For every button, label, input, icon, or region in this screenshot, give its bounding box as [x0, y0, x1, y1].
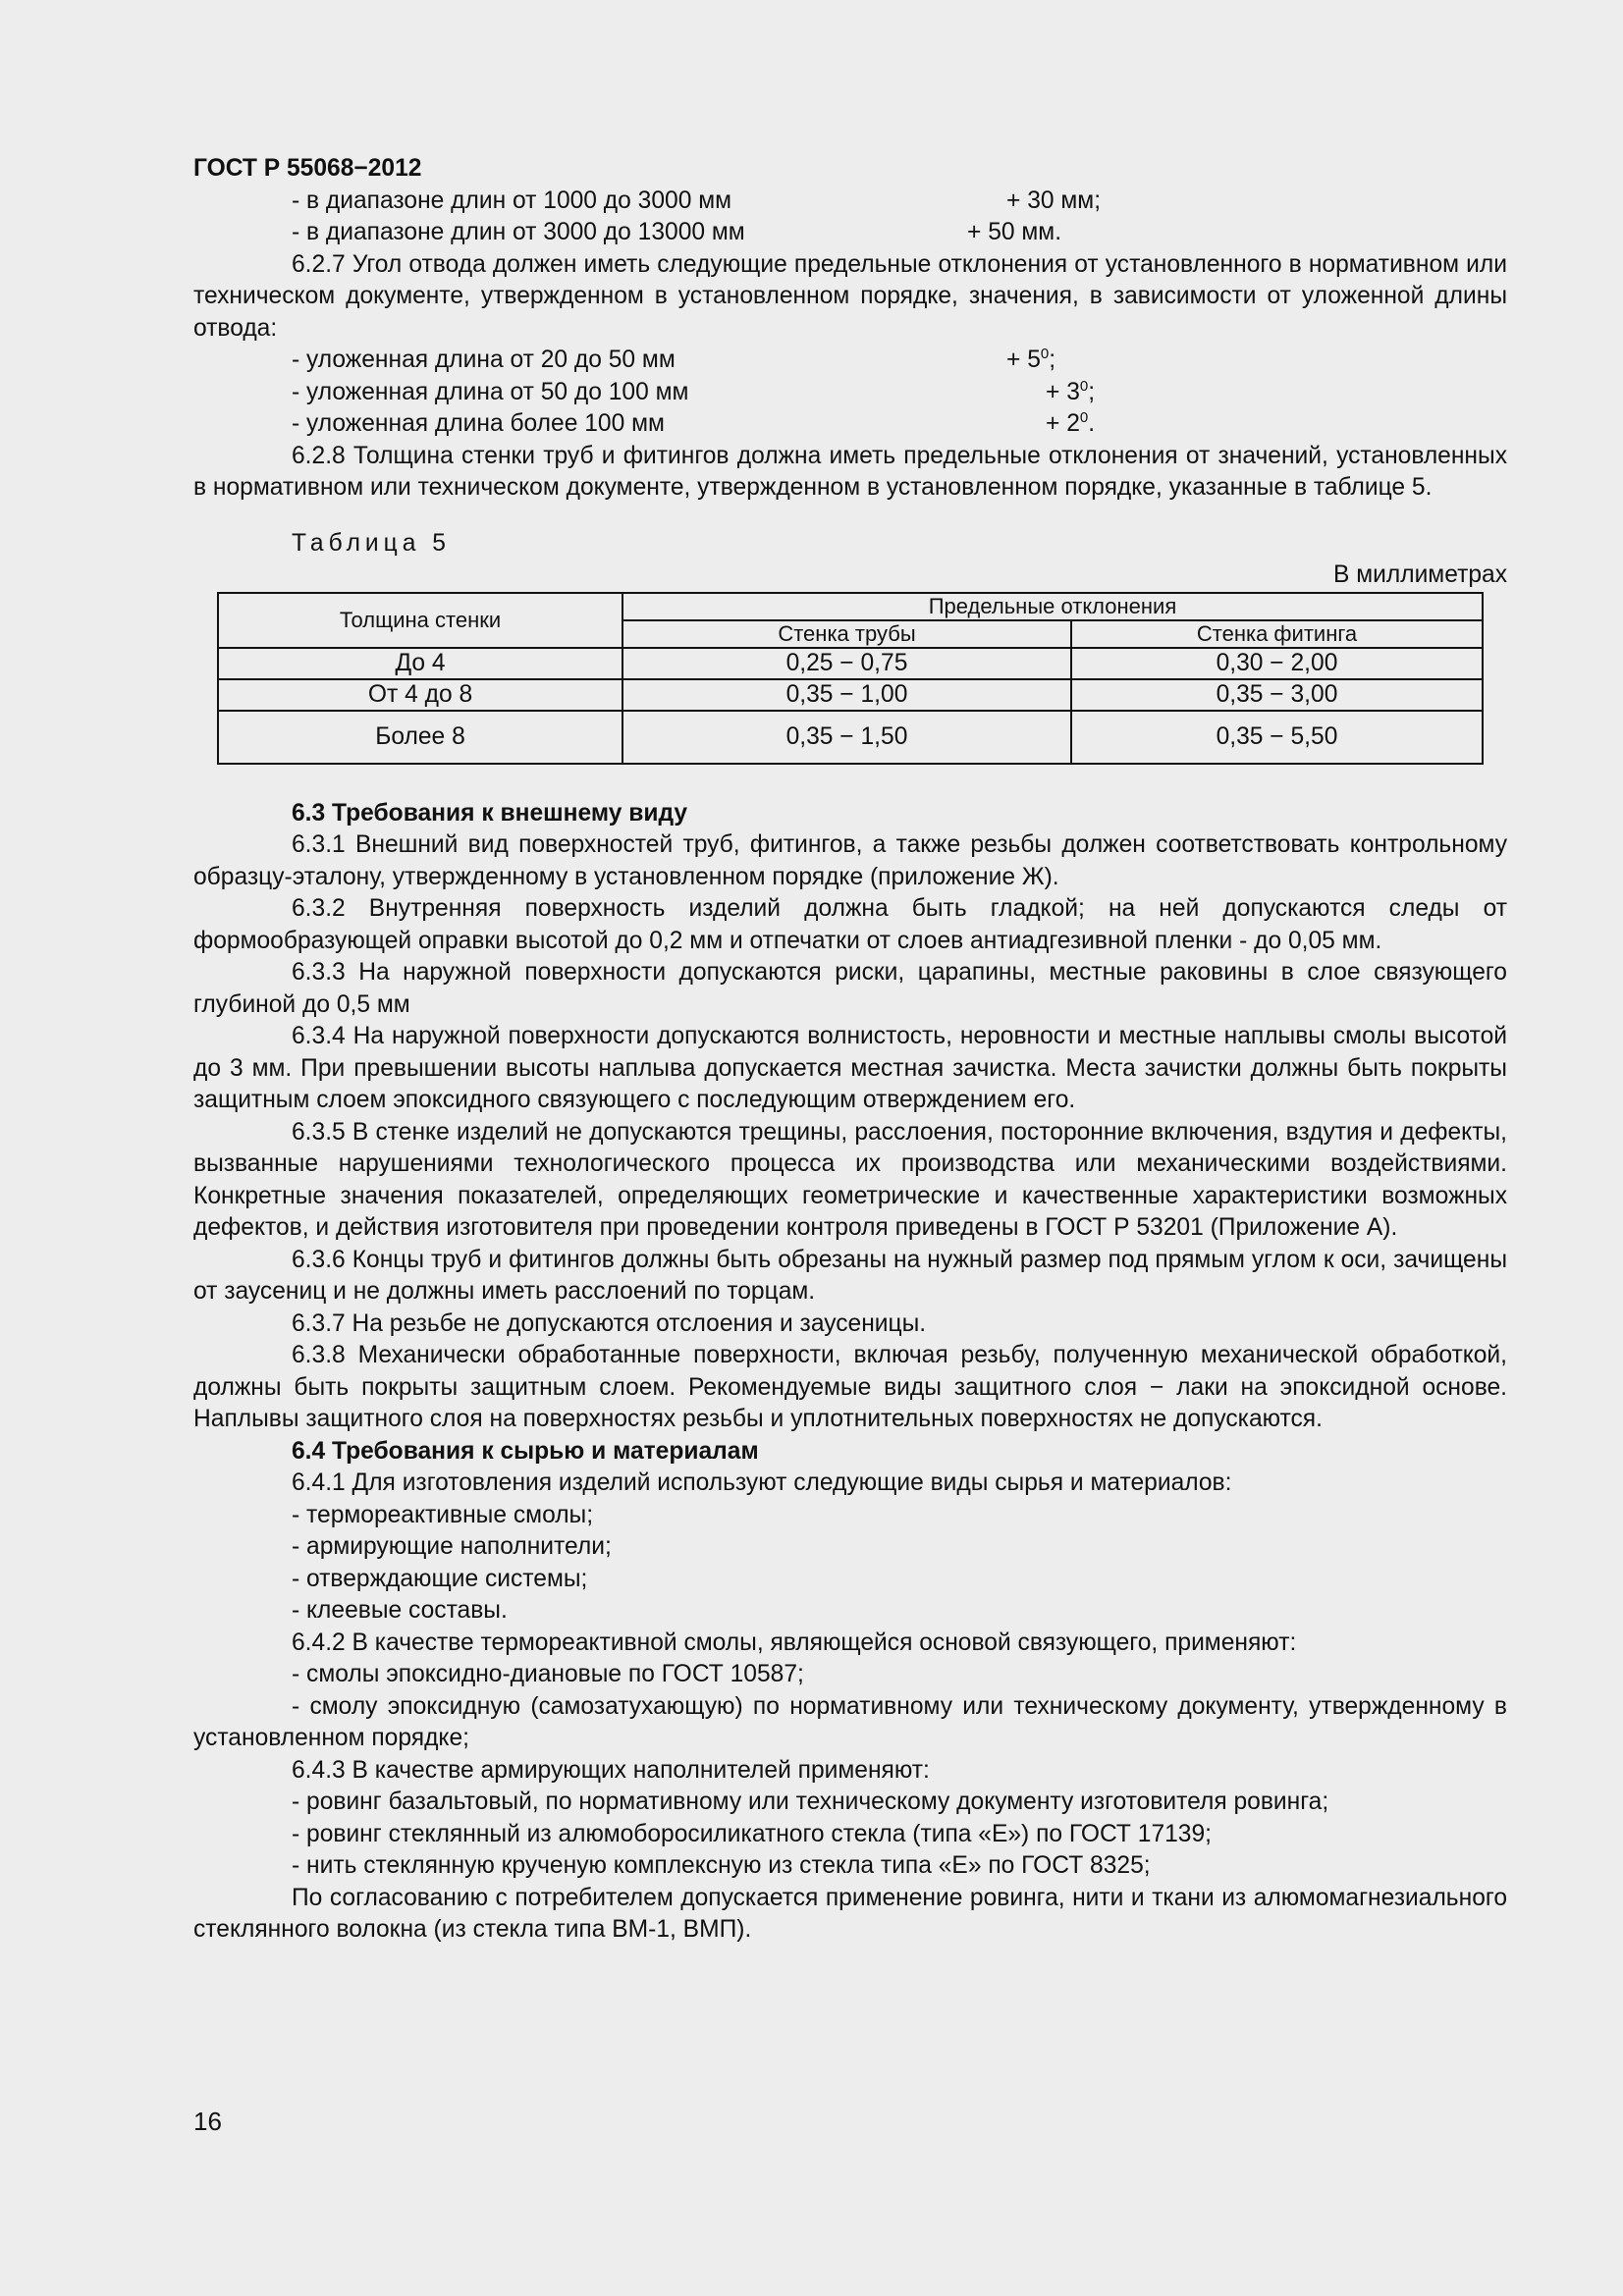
table-caption: Таблица 5: [292, 529, 451, 557]
table-row: [218, 679, 1483, 711]
angle-label: - уложенная длина от 20 до 50 мм: [292, 347, 676, 373]
paragraph-final: По согласованию с потребителем допускается применение ровинга, нити и ткани из алюмомагнезиального стеклянного волокна (из стекла типа ВМ-1, ВМП).: [193, 1884, 1507, 1943]
cell-fitting: 0,35 − 5,50: [1071, 711, 1483, 764]
length-value: + 50 мм.: [967, 219, 1062, 245]
list-item: - армирующие наполнители;: [292, 1533, 612, 1560]
paragraph-6-2-7: 6.2.7 Угол отвода должен иметь следующие предельные отклонения от установленного в нормативном или техническом документе, утвержденном в установленном порядке, значения, в зависимости от уложенной длины отвода:: [193, 250, 1507, 342]
paragraph-6-4-2: 6.4.2 В качестве термореактивной смолы, являющейся основой связующего, применяют:: [292, 1629, 1297, 1656]
list-item: - нить стеклянную крученую комплексную из стекла типа «Е» по ГОСТ 8325;: [292, 1852, 1151, 1879]
list-item: - отверждающие системы;: [292, 1565, 588, 1592]
cell-fitting: 0,35 − 3,00: [1071, 679, 1483, 711]
header-pipe: Стенка трубы: [622, 620, 1071, 648]
table-unit: В миллиметрах: [1332, 561, 1507, 588]
angle-row: [193, 408, 1507, 441]
list-item: - клеевые составы.: [292, 1597, 508, 1624]
angle-value: + $2^0$.: [1046, 409, 1096, 437]
paragraph-6-3-5: 6.3.5 В стенке изделий не допускаются трещины, расслоения, посторонние включения, вздутия и дефекты, вызванные нарушениями технологического процесса их производства или механическими воздействиями. Конкретные значения показателей, определяющих геометрические и качественные характеристики возможных дефектов, и действия изготовителя при проведении контроля приведены в ГОСТ Р 53201 (Приложение А).: [193, 1118, 1507, 1241]
length-row: [193, 217, 1507, 249]
list-item: - ровинг базальтовый, по нормативному или техническому документу изготовителя ровинга;: [292, 1789, 1329, 1815]
section-6-4-title: 6.4 Требования к сырью и материалам: [292, 1437, 759, 1465]
paragraph-6-4-3: 6.4.3 В качестве армирующих наполнителей применяют:: [292, 1756, 930, 1784]
paragraph-6-3-7: 6.3.7 На резьбе не допускаются отслоения и заусеницы.: [292, 1309, 927, 1337]
paragraph-6-3-2: 6.3.2 Внутренняя поверхность изделий должна быть гладкой; на ней допускаются следы от формообразующей оправки высотой до 0,2 мм и отпечатки от слоев антиадгезивной пленки - до 0,05 мм.: [193, 895, 1507, 954]
paragraph-6-4-1: 6.4.1 Для изготовления изделий используют следующие виды сырья и материалов:: [292, 1469, 1232, 1496]
angle-value: + $3^0$;: [1046, 377, 1096, 405]
length-label: - в диапазоне длин от 1000 до 3000 мм: [292, 187, 732, 214]
length-row: [193, 186, 1507, 218]
table-5: [217, 592, 1484, 765]
cell-pipe: 0,35 − 1,50: [622, 711, 1071, 764]
angle-row: [193, 345, 1507, 377]
paragraph-6-2-8: 6.2.8 Толщина стенки труб и фитингов должна иметь предельные отклонения от значений, установленных в нормативном или техническом документе, утвержденном в установленном порядке, указанные в таблице 5.: [193, 442, 1507, 501]
header-limits: Предельные отклонения: [622, 593, 1483, 620]
length-label: - в диапазоне длин от 3000 до 13000 мм: [292, 219, 745, 245]
list-item: - ровинг стеклянный из алюмоборосиликатного стекла (типа «Е») по ГОСТ 17139;: [292, 1820, 1212, 1847]
angle-value: + $5^0$;: [1006, 346, 1056, 373]
table-row: [218, 711, 1483, 764]
table-row: [218, 648, 1483, 679]
paragraph-6-3-6: 6.3.6 Концы труб и фитингов должны быть обрезаны на нужный размер под прямым углом к оси, зачищены от заусениц и не должны иметь расслоений по торцам.: [193, 1246, 1507, 1305]
cell-fitting: 0,30 − 2,00: [1071, 648, 1483, 679]
paragraph-6-3-3: 6.3.3 На наружной поверхности допускаются риски, царапины, местные раковины в слое связующего глубиной до 0,5 мм: [193, 959, 1507, 1018]
list-item: - термореактивные смолы;: [292, 1501, 594, 1528]
cell-thickness: Более 8: [218, 711, 622, 764]
list-item: - смолы эпоксидно-диановые по ГОСТ 10587;: [292, 1661, 804, 1687]
length-value: + 30 мм;: [1006, 187, 1102, 214]
page-content: [193, 153, 1507, 1947]
page-number: 16: [193, 2107, 222, 2136]
cell-thickness: От 4 до 8: [218, 679, 622, 711]
angle-label: - уложенная длина от 50 до 100 мм: [292, 378, 689, 405]
section-6-3-title: 6.3 Требования к внешнему виду: [292, 799, 688, 827]
list-item: - смолу эпоксидную (самозатухающую) по нормативному или техническому документу, утвержденному в установленном порядке;: [193, 1692, 1507, 1751]
document-header: ГОСТ Р 55068−2012: [193, 155, 422, 182]
paragraph-6-3-1: 6.3.1 Внешний вид поверхностей труб, фитингов, а также резьбы должен соответствовать контрольному образцу-эталону, утвержденному в установленном порядке (приложение Ж).: [193, 831, 1507, 890]
header-fitting: Стенка фитинга: [1071, 620, 1483, 648]
angle-row: [193, 377, 1507, 409]
paragraph-6-3-4: 6.3.4 На наружной поверхности допускаются волнистость, неровности и местные наплывы смолы высотой до 3 мм. При превышении высоты наплыва допускается местная зачистка. Места зачистки должны быть покрыты защитным слоем эпоксидного связующего с последующим отверждением его.: [193, 1023, 1507, 1113]
cell-thickness: До 4: [218, 648, 622, 679]
paragraph-6-3-8: 6.3.8 Механически обработанные поверхности, включая резьбу, полученную механической обработкой, должны быть покрыты защитным слоем. Рекомендуемые виды защитного слоя − лаки на эпоксидной основе. Наплывы защитного слоя на поверхностях резьбы и уплотнительных поверхностях не допускаются.: [193, 1342, 1507, 1432]
cell-pipe: 0,35 − 1,00: [622, 679, 1071, 711]
angle-label: - уложенная длина более 100 мм: [292, 410, 665, 437]
cell-pipe: 0,25 − 0,75: [622, 648, 1071, 679]
header-thickness: Толщина стенки: [218, 593, 622, 648]
